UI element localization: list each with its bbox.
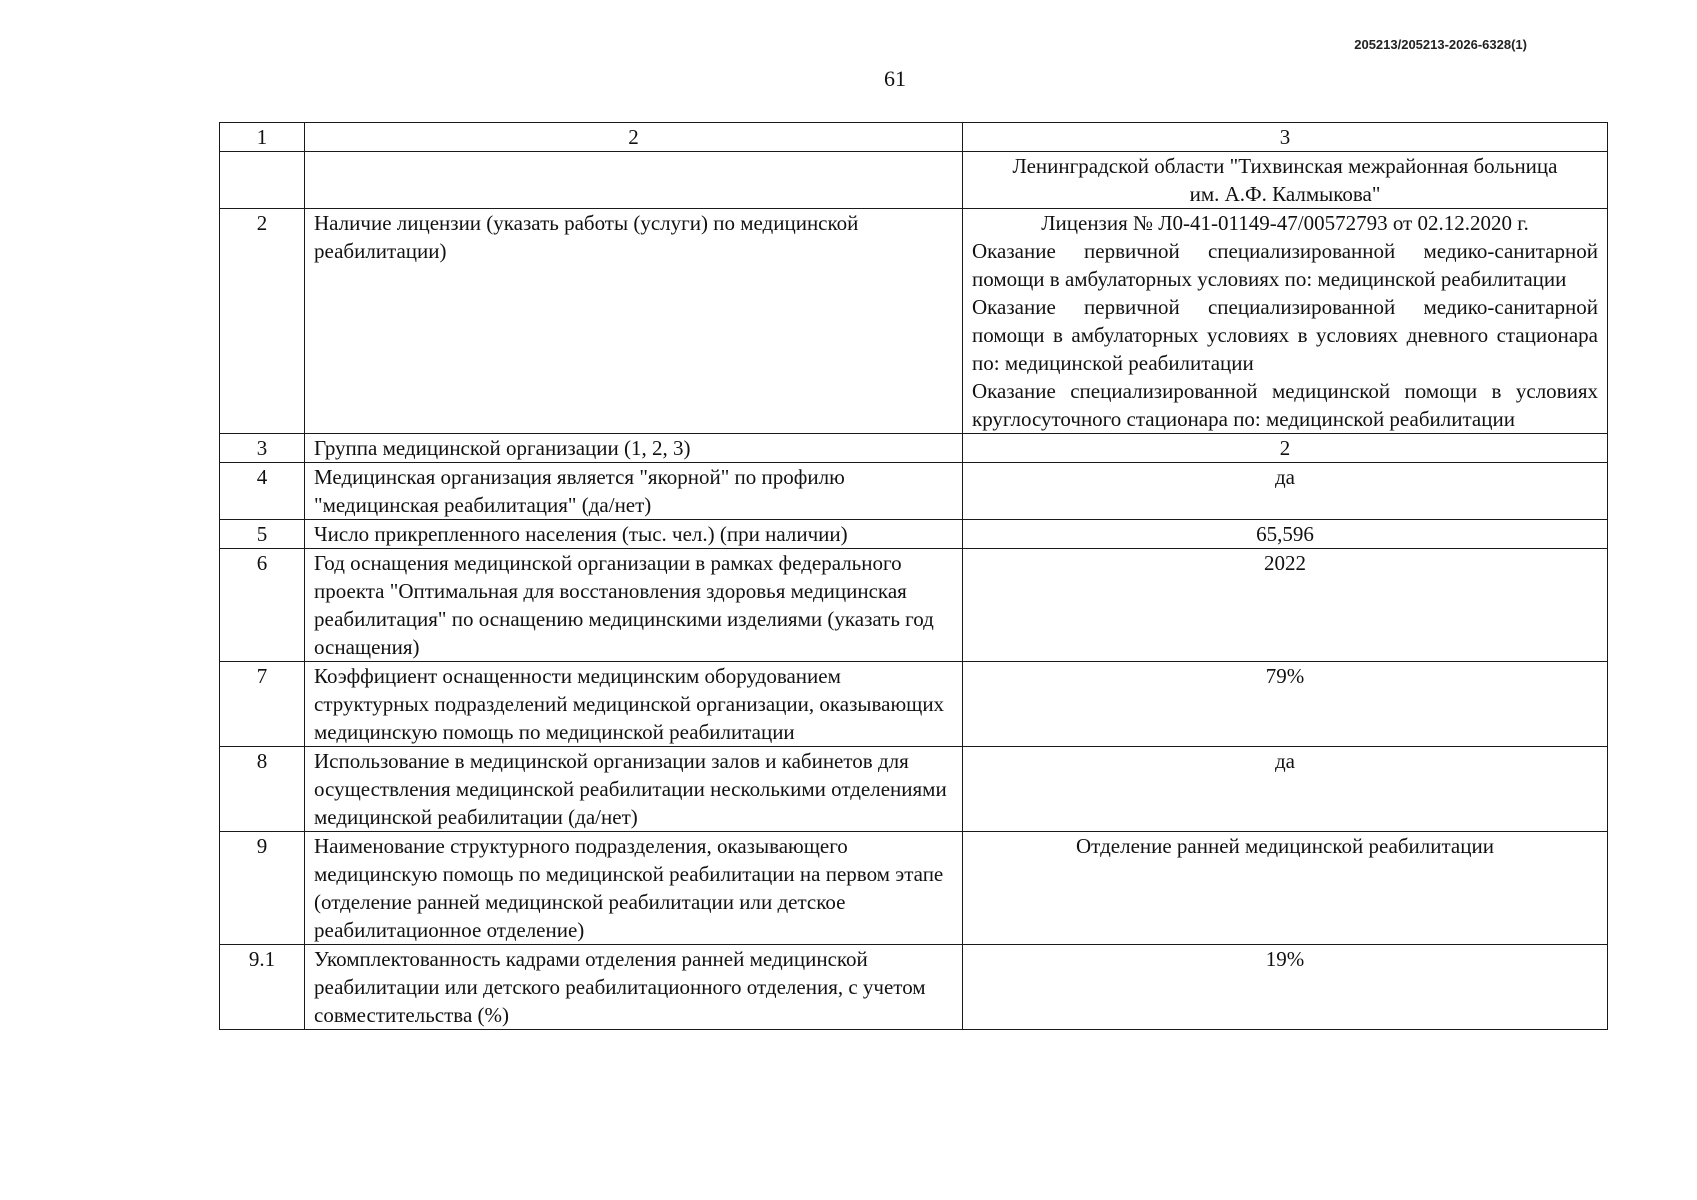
row-number: 8 [220,747,305,832]
column-number-1: 1 [220,123,305,152]
organization-name-continuation: Ленинградской области "Тихвинская межрайонная больница им. А.Ф. Калмыкова" [963,152,1608,209]
license-number: Лицензия № Л0-41-01149-47/00572793 от 02.12.2020 г. [1041,211,1529,235]
license-service: Оказание специализированной медицинской помощи в условиях круглосуточного стационара по: медицинской реабилитации [972,379,1598,431]
row-value: 2022 [963,549,1608,662]
license-table [219,122,1608,1030]
row-indicator: Группа медицинской организации (1, 2, 3) [305,434,963,463]
column-numbers-row [220,123,1608,152]
column-number-3: 3 [963,123,1608,152]
row-indicator: Коэффициент оснащенности медицинским оборудованием структурных подразделений медицинской организации, оказывающих медицинскую помощь по медицинской реабилитации [305,662,963,747]
table-row [220,945,1608,1030]
row-number: 7 [220,662,305,747]
row-value: 2 [963,434,1608,463]
row-indicator: Укомплектованность кадрами отделения ранней медицинской реабилитации или детского реабилитационного отделения, с учетом совместительства (%) [305,945,963,1030]
column-number-2: 2 [305,123,963,152]
row-value: Отделение ранней медицинской реабилитации [963,832,1608,945]
row-value: 65,596 [963,520,1608,549]
row-number: 4 [220,463,305,520]
table-row [220,520,1608,549]
row-indicator: Наличие лицензии (указать работы (услуги) по медицинской реабилитации) [305,209,963,434]
row-value [963,209,1608,434]
table-row [220,549,1608,662]
table-row [220,832,1608,945]
row-value: да [963,463,1608,520]
table-row [220,434,1608,463]
row-number: 9 [220,832,305,945]
row-value: 19% [963,945,1608,1030]
table-row [220,209,1608,434]
table-row [220,662,1608,747]
row-number: 3 [220,434,305,463]
empty-cell [305,152,963,209]
row-indicator: Число прикрепленного населения (тыс. чел.) (при наличии) [305,520,963,549]
row-number: 2 [220,209,305,434]
table-row [220,463,1608,520]
row-number: 6 [220,549,305,662]
row-value: 79% [963,662,1608,747]
row-indicator: Год оснащения медицинской организации в рамках федерального проекта "Оптимальная для восстановления здоровья медицинская реабилитация" по оснащению медицинскими изделиями (указать год оснащения) [305,549,963,662]
license-service: Оказание первичной специализированной медико-санитарной помощи в амбулаторных условиях в условиях дневного стационара по: медицинской реабилитации [972,295,1598,375]
row-indicator: Медицинская организация является "якорной" по профилю "медицинская реабилитация" (да/нет) [305,463,963,520]
row-indicator: Наименование структурного подразделения, оказывающего медицинскую помощь по медицинской реабилитации на первом этапе (отделение ранней медицинской реабилитации или детское реабилитационное отделение) [305,832,963,945]
row-number: 9.1 [220,945,305,1030]
empty-cell [220,152,305,209]
row-value: да [963,747,1608,832]
page-number: 61 [884,66,906,91]
continuation-row [220,152,1608,209]
license-service: Оказание первичной специализированной медико-санитарной помощи в амбулаторных условиях по: медицинской реабилитации [972,239,1598,291]
document-id: 205213/205213-2026-6328(1) [1354,37,1527,52]
row-indicator: Использование в медицинской организации залов и кабинетов для осуществления медицинской реабилитации несколькими отделениями медицинской реабилитации (да/нет) [305,747,963,832]
table-row [220,747,1608,832]
row-number: 5 [220,520,305,549]
